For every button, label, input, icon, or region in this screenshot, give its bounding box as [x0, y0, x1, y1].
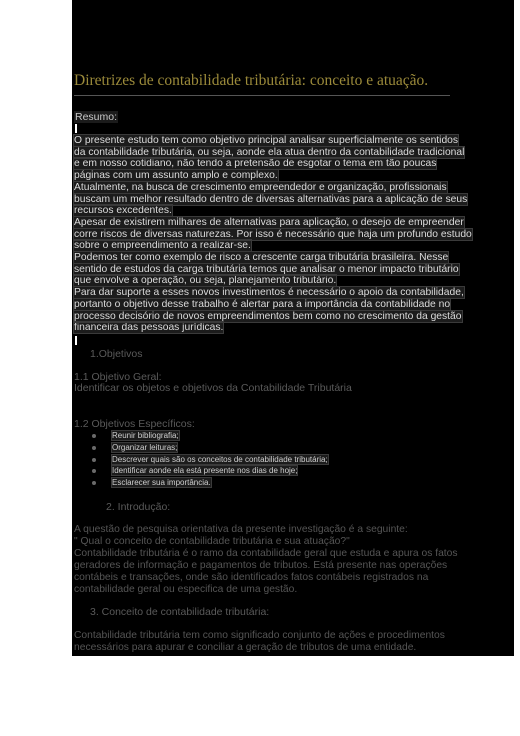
- text-line: contábeis e transações, onde são identificados fatos contábeis registrados na: [74, 572, 429, 583]
- text-line: páginas com um assunto amplo e complexo.: [74, 170, 278, 182]
- text-line: corre riscos de diversas naturezas. Por isso é necessário que haja um profundo estudo: [74, 228, 472, 240]
- introducao-paragraph: [74, 524, 514, 596]
- objetivo-geral-text: Identificar os objetos e objetivos da Contabilidade Tributária: [74, 382, 352, 394]
- text-line: que envolve a operação, ou seja, planejamento tributário.: [74, 275, 337, 287]
- bullet-icon: [92, 434, 96, 438]
- list-item-text: Identificar aonde ela está presente nos dias de hoje;: [112, 466, 298, 476]
- list-item: [92, 465, 328, 477]
- objetivos-especificos-list: [92, 430, 328, 489]
- conceito-paragraph: [74, 630, 514, 654]
- text-line: da contabilidade tributária, ou seja, aonde ela atua dentro da contabilidade tradicional: [74, 146, 465, 158]
- objetivos-heading: 1.Objetivos: [90, 348, 143, 360]
- text-line: sentido de estudos da carga tributária temos que analisar o menor impacto tributário: [74, 263, 459, 275]
- bullet-icon: [92, 481, 96, 485]
- list-item: [92, 454, 328, 466]
- document-page: [72, 0, 514, 656]
- list-item: [92, 477, 328, 489]
- list-item-text: Esclarecer sua importância.: [112, 478, 211, 488]
- text-line: buscam um melhor resultado dentro de diversas alternativas para a aplicação de seus: [74, 193, 468, 205]
- text-line: sobre o empreendimento a realizar-se.: [74, 240, 251, 252]
- text-line: geradores de informação e pagamentos de tributos. Está presente nas operações: [74, 560, 448, 571]
- text-line: Contabilidade tributária é o ramo da contabilidade geral que estuda e apura os fatos: [74, 548, 458, 559]
- text-line: portanto o objetivo desse trabalho é alertar para a importância da contabilidade no: [74, 298, 451, 310]
- text-line: Contabilidade tributária tem como significado conjunto de ações e procedimentos: [74, 630, 445, 641]
- list-item: [92, 442, 328, 454]
- list-item: [92, 430, 328, 442]
- list-item-text: Organizar leituras;: [112, 442, 178, 452]
- bullet-icon: [92, 446, 96, 450]
- text-line: necessários para apurar e conciliar a geração de tributos de uma entidade.: [74, 642, 417, 653]
- list-item-text: Descrever quais são os conceitos de contabilidade tributária;: [112, 454, 328, 464]
- text-line: recursos excedentes.: [74, 205, 172, 217]
- objetivos-especificos-heading: 1.2 Objetivos Específicos:: [74, 418, 195, 430]
- conceito-heading: 3. Conceito de contabilidade tributária:: [90, 606, 270, 618]
- text-line: O presente estudo tem como objetivo principal analisar superficialmente os sentidos: [74, 135, 459, 146]
- text-line: Atualmente, na busca de crescimento empreendedor e organização, profissionais: [74, 181, 447, 193]
- text-line: Para dar suporte a esses novos investimentos é necessário o apoio da contabilidade,: [74, 287, 464, 299]
- summary-paragraph: [74, 135, 514, 334]
- introducao-heading: 2. Introdução:: [106, 501, 171, 513]
- list-item-text: Reunir bibliografia;: [112, 431, 179, 440]
- text-cursor-marker: [75, 336, 77, 345]
- text-line: contabilidade geral ou especifica de uma gestão.: [74, 584, 298, 595]
- bullet-icon: [92, 458, 96, 462]
- resumo-label: Resumo:: [75, 111, 118, 123]
- text-line: A questão de pesquisa orientativa da presente investigação é a seguinte:: [74, 524, 408, 535]
- title-divider: [74, 95, 450, 96]
- document-title: Diretrizes de contabilidade tributária: conceito e atuação.: [74, 72, 429, 89]
- objetivo-geral-heading: 1.1 Objetivo Geral:: [74, 371, 162, 383]
- text-line: " Qual o conceito de contabilidade tributária e sua atuação?": [74, 536, 350, 547]
- text-line: financeira das pessoas jurídicas.: [74, 322, 224, 334]
- text-cursor-marker: [75, 124, 77, 133]
- text-line: Apesar de existirem milhares de alternativas para aplicação, o desejo de empreender: [74, 216, 464, 228]
- bullet-icon: [92, 469, 96, 473]
- text-line: Podemos ter como exemplo de risco a crescente carga tributária brasileira. Nesse: [74, 252, 449, 264]
- text-line: e em nosso cotidiano, não tendo a pretensão de esgotar o tema em tão poucas: [74, 158, 437, 170]
- text-line: processo decisório de novos empreendimentos bem como no crescimento da gestão: [74, 310, 462, 322]
